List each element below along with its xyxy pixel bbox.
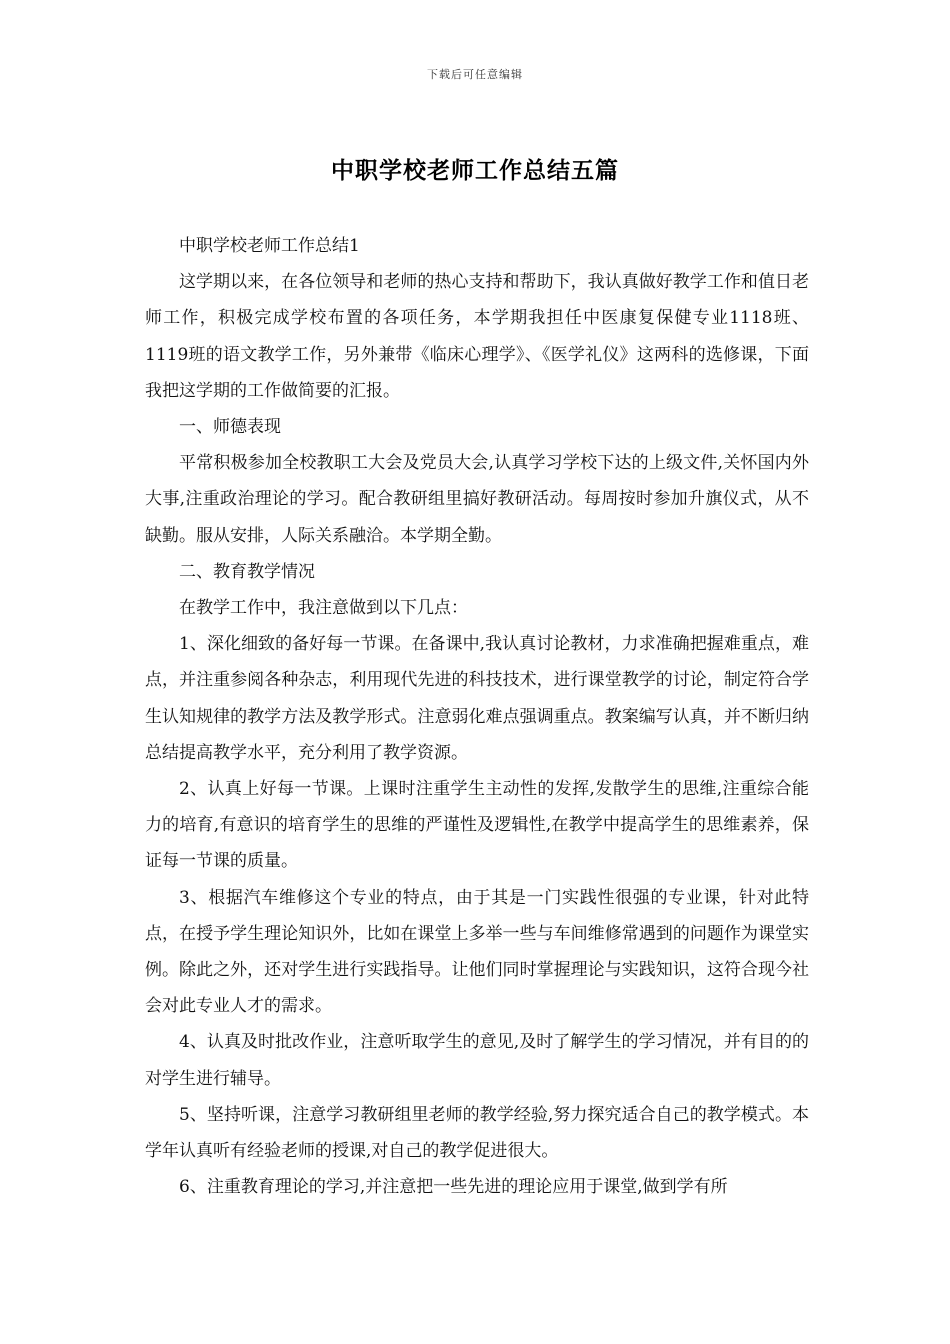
paragraph-point-5: 5、坚持听课，注意学习教研组里老师的教学经验,努力探究适合自己的教学模式。本学年认真听有经验老师的授课,对自己的教学促进很大。 [145, 1104, 809, 1162]
paragraph-point-2: 2、认真上好每一节课。上课时注重学生主动性的发挥,发散学生的思维,注重综合能力的培育,有意识的培育学生的思维的严谨性及逻辑性,在教学中提高学生的思维素养，保证每一节课的质量。 [145, 779, 809, 872]
paragraph-ethics: 平常积极参加全校教职工大会及党员大会,认真学习学校下达的上级文件,关怀国内外大事,注重政治理论的学习。配合教研组里搞好教研活动。每周按时参加升旗仪式，从不缺勤。服从安排，人际关系融洽。本学期全勤。 [145, 453, 809, 546]
header-note: 下载后可任意编辑 [427, 68, 523, 81]
paragraph-point-6: 6、注重教育理论的学习,并注意把一些先进的理论应用于课堂,做到学有所 [179, 1177, 728, 1198]
section-heading-ethics: 一、师德表现 [179, 417, 281, 438]
document-body [145, 228, 809, 1205]
paragraph-point-4: 4、认真及时批改作业，注意听取学生的意见,及时了解学生的学习情况，并有目的的对学生进行辅导。 [145, 1032, 809, 1089]
paragraph-intro: 这学期以来，在各位领导和老师的热心支持和帮助下，我认真做好教学工作和值日老师工作，积极完成学校布置的各项任务，本学期我担任中医康复保健专业1118班、1119班的语文教学工作，另外兼带《临床心理学》、《医学礼仪》这两科的选修课，下面我把这学期的工作做简要的汇报。 [145, 272, 809, 401]
paragraph-point-3: 3、根据汽车维修这个专业的特点，由于其是一门实践性很强的专业课，针对此特点，在授予学生理论知识外，比如在课堂上多举一些与车间维修常遇到的问题作为课堂实例。除此之外，还对学生进行实践指导。让他们同时掌握理论与实践知识，这符合现今社会对此专业人才的需求。 [145, 887, 809, 1017]
section-heading-summary-1: 中职学校老师工作总结1 [179, 236, 360, 256]
document-title: 中职学校老师工作总结五篇 [331, 157, 619, 184]
paragraph-point-1: 1、深化细致的备好每一节课。在备课中,我认真讨论教材，力求准确把握难重点，难点，并注重参阅各种杂志，利用现代先进的科技技术，进行课堂教学的讨论，制定符合学生认知规律的教学方法及教学形式。注意弱化难点强调重点。教案编写认真，并不断归纳总结提高教学水平，充分利用了教学资源。 [145, 634, 809, 763]
section-heading-teaching: 二、教育教学情况 [179, 561, 315, 582]
paragraph-teaching-intro: 在教学工作中，我注意做到以下几点： [179, 598, 468, 619]
